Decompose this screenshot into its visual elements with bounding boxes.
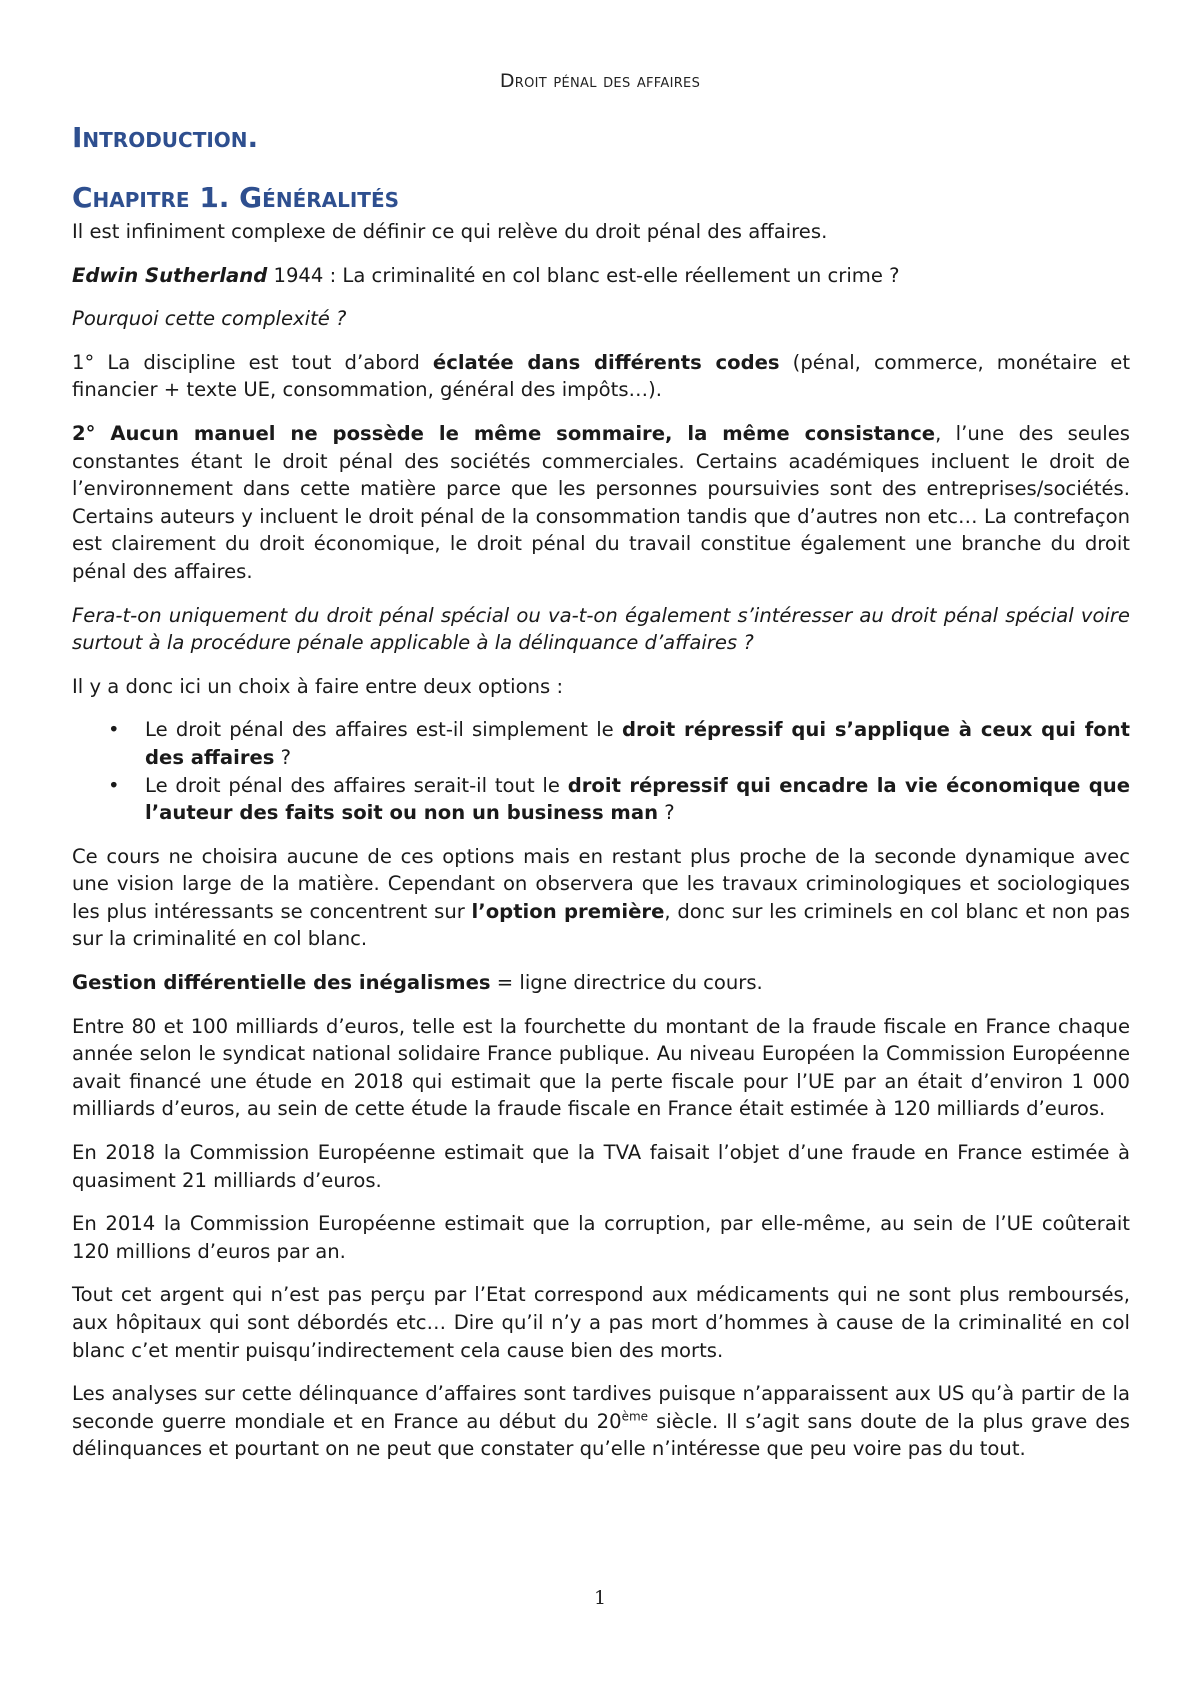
paragraph-14-text-a: Les analyses sur cette délinquance d’affaires sont tardives puisque n’apparaissent aux US qu’à partir de la seconde guerre mondiale et en France au début du 20	[72, 1382, 1130, 1433]
paragraph-3: Pourquoi cette complexité ?	[72, 307, 347, 331]
running-header: Droit pénal des affaires	[499, 70, 701, 92]
paragraph-11: En 2018 la Commission Européenne estimait que la TVA faisait l’objet d’une fraude en France estimée à quasiment 21 milliards d’euros.	[72, 1141, 1130, 1192]
paragraph-4	[72, 349, 1130, 404]
author-name: Edwin Sutherland	[72, 263, 268, 287]
paragraph-4-bold: éclatée dans différents codes	[432, 350, 780, 374]
paragraph-8	[72, 843, 1130, 953]
bullet-icon: •	[108, 773, 120, 797]
paragraph-9-text: = ligne directrice du cours.	[490, 971, 763, 995]
paragraph-8-text-c: , donc sur les criminels en col blanc et non pas sur la criminalité en col blanc.	[72, 899, 1130, 951]
paragraph-2	[72, 262, 1130, 290]
paragraph-14	[72, 1380, 1130, 1463]
paragraph-9	[72, 969, 1130, 997]
paragraph-4-text-c: (pénal, commerce, monétaire et financier + texte UE, consommation, général des impôts…).	[72, 350, 1131, 402]
list-item	[72, 772, 1130, 827]
list-item-text-a: Le droit pénal des affaires est-il simplement le	[145, 718, 622, 742]
paragraph-5	[72, 420, 1130, 586]
paragraph-12: En 2014 la Commission Européenne estimait que la corruption, par elle-même, au sein de l’UE coûterait 120 millions d’euros par an.	[72, 1212, 1130, 1263]
paragraph-6: Fera-t-on uniquement du droit pénal spécial ou va-t-on également s’intéresser au droit pénal spécial voire surtout à la procédure pénale applicable à la délinquance d’affaires ?	[72, 603, 1130, 655]
paragraph-1: Il est infiniment complexe de définir ce qui relève du droit pénal des affaires.	[72, 220, 828, 243]
options-list	[72, 716, 1130, 826]
list-item	[72, 716, 1130, 771]
paragraph-7: Il y a donc ici un choix à faire entre deux options :	[72, 674, 564, 698]
paragraph-14-text-b: siècle. Il s’agit sans doute de la plus grave des délinquances et pourtant on ne peut que constater qu’elle n’intéresse que peu voire pas du tout.	[72, 1409, 1130, 1461]
list-item-text-c: ?	[658, 801, 675, 825]
paragraph-9-bold: Gestion différentielle des inégalismes	[72, 971, 491, 995]
page-number: 1	[593, 1587, 607, 1609]
paragraph-4-text-a: 1° La discipline est tout d’abord	[72, 350, 433, 374]
paragraph-5-text: , l’une des seules constantes étant le droit pénal des sociétés commerciales. Certains académiques incluent le droit de l’environnement dans cette matière parce que les personnes poursuivies sont des entreprises/sociétés. Certains auteurs y incluent le droit pénal de la consommation tandis que d’autres non etc… La contrefaçon est clairement du droit économique, le droit pénal du travail constitue également une branche du droit pénal des affaires.	[72, 421, 1130, 583]
paragraph-10: Entre 80 et 100 milliards d’euros, telle est la fourchette du montant de la fraude fiscale en France chaque année selon le syndicat national solidaire France publique. Au niveau Européen la Commission Européenne avait financé une étude en 2018 qui estimait que la perte fiscale pour l’UE par an était d’environ 1 000 milliards d’euros, au sein de cette étude la fraude fiscale en France était estimée à 120 milliards d’euros.	[72, 1014, 1130, 1121]
list-item-bold: droit répressif qui encadre la vie économique que l’auteur des faits soit ou non un business man	[145, 773, 1130, 825]
paragraph-8-text-a: Ce cours ne choisira aucune de ces options mais en restant plus proche de la seconde dynamique avec une vision large de la matière. Cependant on observera que les travaux criminologiques et sociologiques les plus intéressants se concentrent sur	[72, 844, 1130, 923]
heading-chapter-1: Chapitre 1. Généralités	[72, 181, 400, 214]
paragraph-13: Tout cet argent qui n’est pas perçu par l’Etat correspond aux médicaments qui ne sont plus remboursés, aux hôpitaux qui sont débordés etc… Dire qu’il n’y a pas mort d’hommes à cause de la criminalité en col blanc c’et mentir puisqu’indirectement cela cause bien des morts.	[72, 1283, 1130, 1362]
list-item-bold: droit répressif qui s’applique à ceux qui font des affaires	[145, 718, 1131, 769]
bullet-icon: •	[108, 718, 120, 742]
list-item-text-a: Le droit pénal des affaires serait-il tout le	[145, 773, 568, 797]
document-body	[72, 118, 1130, 1479]
list-item-text-c: ?	[274, 745, 292, 769]
superscript: ème	[621, 1409, 649, 1424]
paragraph-8-bold: l’option première	[471, 899, 665, 923]
paragraph-2-text: 1944 : La criminalité en col blanc est-elle réellement un crime ?	[267, 263, 900, 287]
paragraph-5-bold: 2° Aucun manuel ne possède le même sommaire, la même consistance	[72, 421, 936, 445]
heading-introduction: Introduction.	[72, 121, 259, 154]
